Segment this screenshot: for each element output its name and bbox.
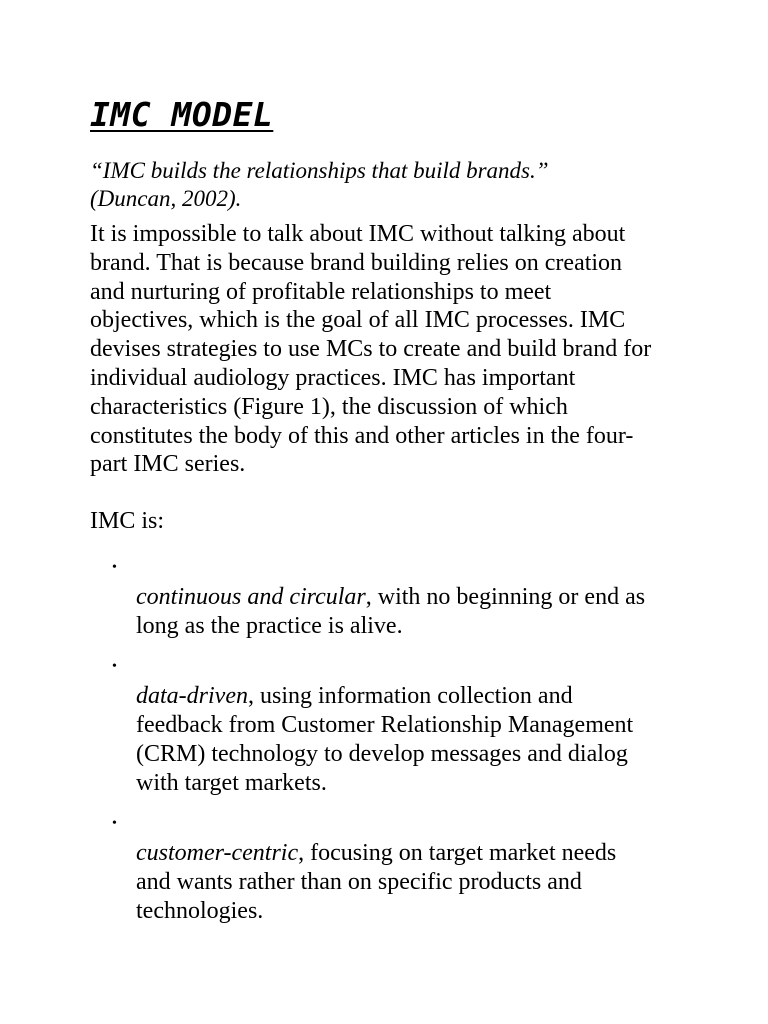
page-title: IMC MODEL xyxy=(90,95,274,134)
quote-citation: (Duncan, 2002). xyxy=(90,186,242,211)
list-item-term: customer-centric xyxy=(136,840,299,867)
quote-text: “IMC builds the relationships that build brands.” xyxy=(90,158,549,183)
epigraph-quote xyxy=(90,157,690,213)
list-item-term: data-driven xyxy=(136,683,248,710)
list-item-text: , with no beginning or end as long as the practice is alive. xyxy=(136,583,646,639)
list-item xyxy=(90,810,690,925)
list-intro: IMC is: xyxy=(90,508,165,535)
list-item xyxy=(90,653,690,797)
list-item xyxy=(90,554,690,640)
body-paragraph: It is impossible to talk about IMC without talking about brand. That is because brand building relies on creation and nurturing of profitable relationships to meet objectives, which is the goal of all IMC processes. IMC devises strategies to use MCs to create and build brand for individual audiology practices. IMC has important characteristics (Figure 1), the discussion of which constitutes the body of this and other articles in the four- part IMC series. xyxy=(90,221,652,478)
list-item-term: continuous and circular xyxy=(136,583,366,610)
list-item-text: , using information collection and feedback from Customer Relationship Management (CRM) technology to develop messages and dialog with target markets. xyxy=(136,683,634,796)
bullet-icon: • xyxy=(112,816,117,832)
document-page xyxy=(90,95,690,939)
characteristics-list xyxy=(90,554,690,926)
bullet-icon: • xyxy=(112,659,117,675)
bullet-icon: • xyxy=(112,559,117,575)
list-item-text: , focusing on target market needs and wants rather than on specific products and technologies. xyxy=(136,840,617,924)
